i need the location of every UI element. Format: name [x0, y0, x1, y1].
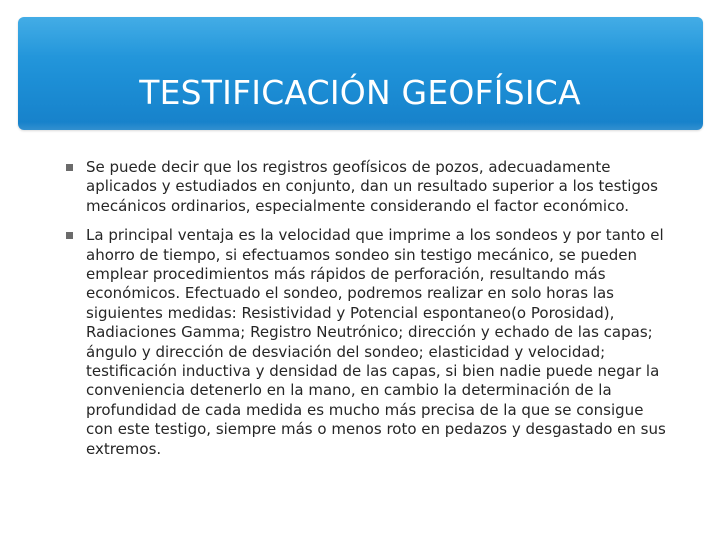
- bullet-text: Se puede decir que los registros geofísicos de pozos, adecuadamente aplicados y estudiados en conjunto, dan un resultado superior a los testigos mecánicos ordinarios, especialmente considerando el factor económico.: [86, 158, 658, 215]
- bullet-text: La principal ventaja es la velocidad que imprime a los sondeos y por tanto el ahorro de tiempo, si efectuamos sondeo sin testigo mecánico, se pueden emplear procedimientos más rápidos de perforación, resultando más económicos. Efectuado el sondeo, podremos realizar en solo horas las siguientes medidas: Resistividad y Potencial espontaneo(o Porosidad), Radiaciones Gamma; Registro Neutrónico; dirección y echado de las capas; ángulo y dirección de desviación del sondeo; elasticidad y velocidad; testificación inductiva y densidad de las capas, si bien nadie puede negar la conveniencia detenerlo en la mano, en cambio la determinación de la profundidad de cada medida es mucho más precisa de la que se consigue con este testigo, siempre más o menos roto en pedazos y desgastado en sus extremos.: [86, 226, 666, 458]
- slide-title: TESTIFICACIÓN GEOFÍSICA: [139, 73, 581, 112]
- square-bullet-icon: [66, 232, 73, 239]
- bullet-item: [66, 226, 666, 459]
- bullet-list: [66, 158, 666, 469]
- bullet-item: [66, 158, 666, 216]
- square-bullet-icon: [66, 164, 73, 171]
